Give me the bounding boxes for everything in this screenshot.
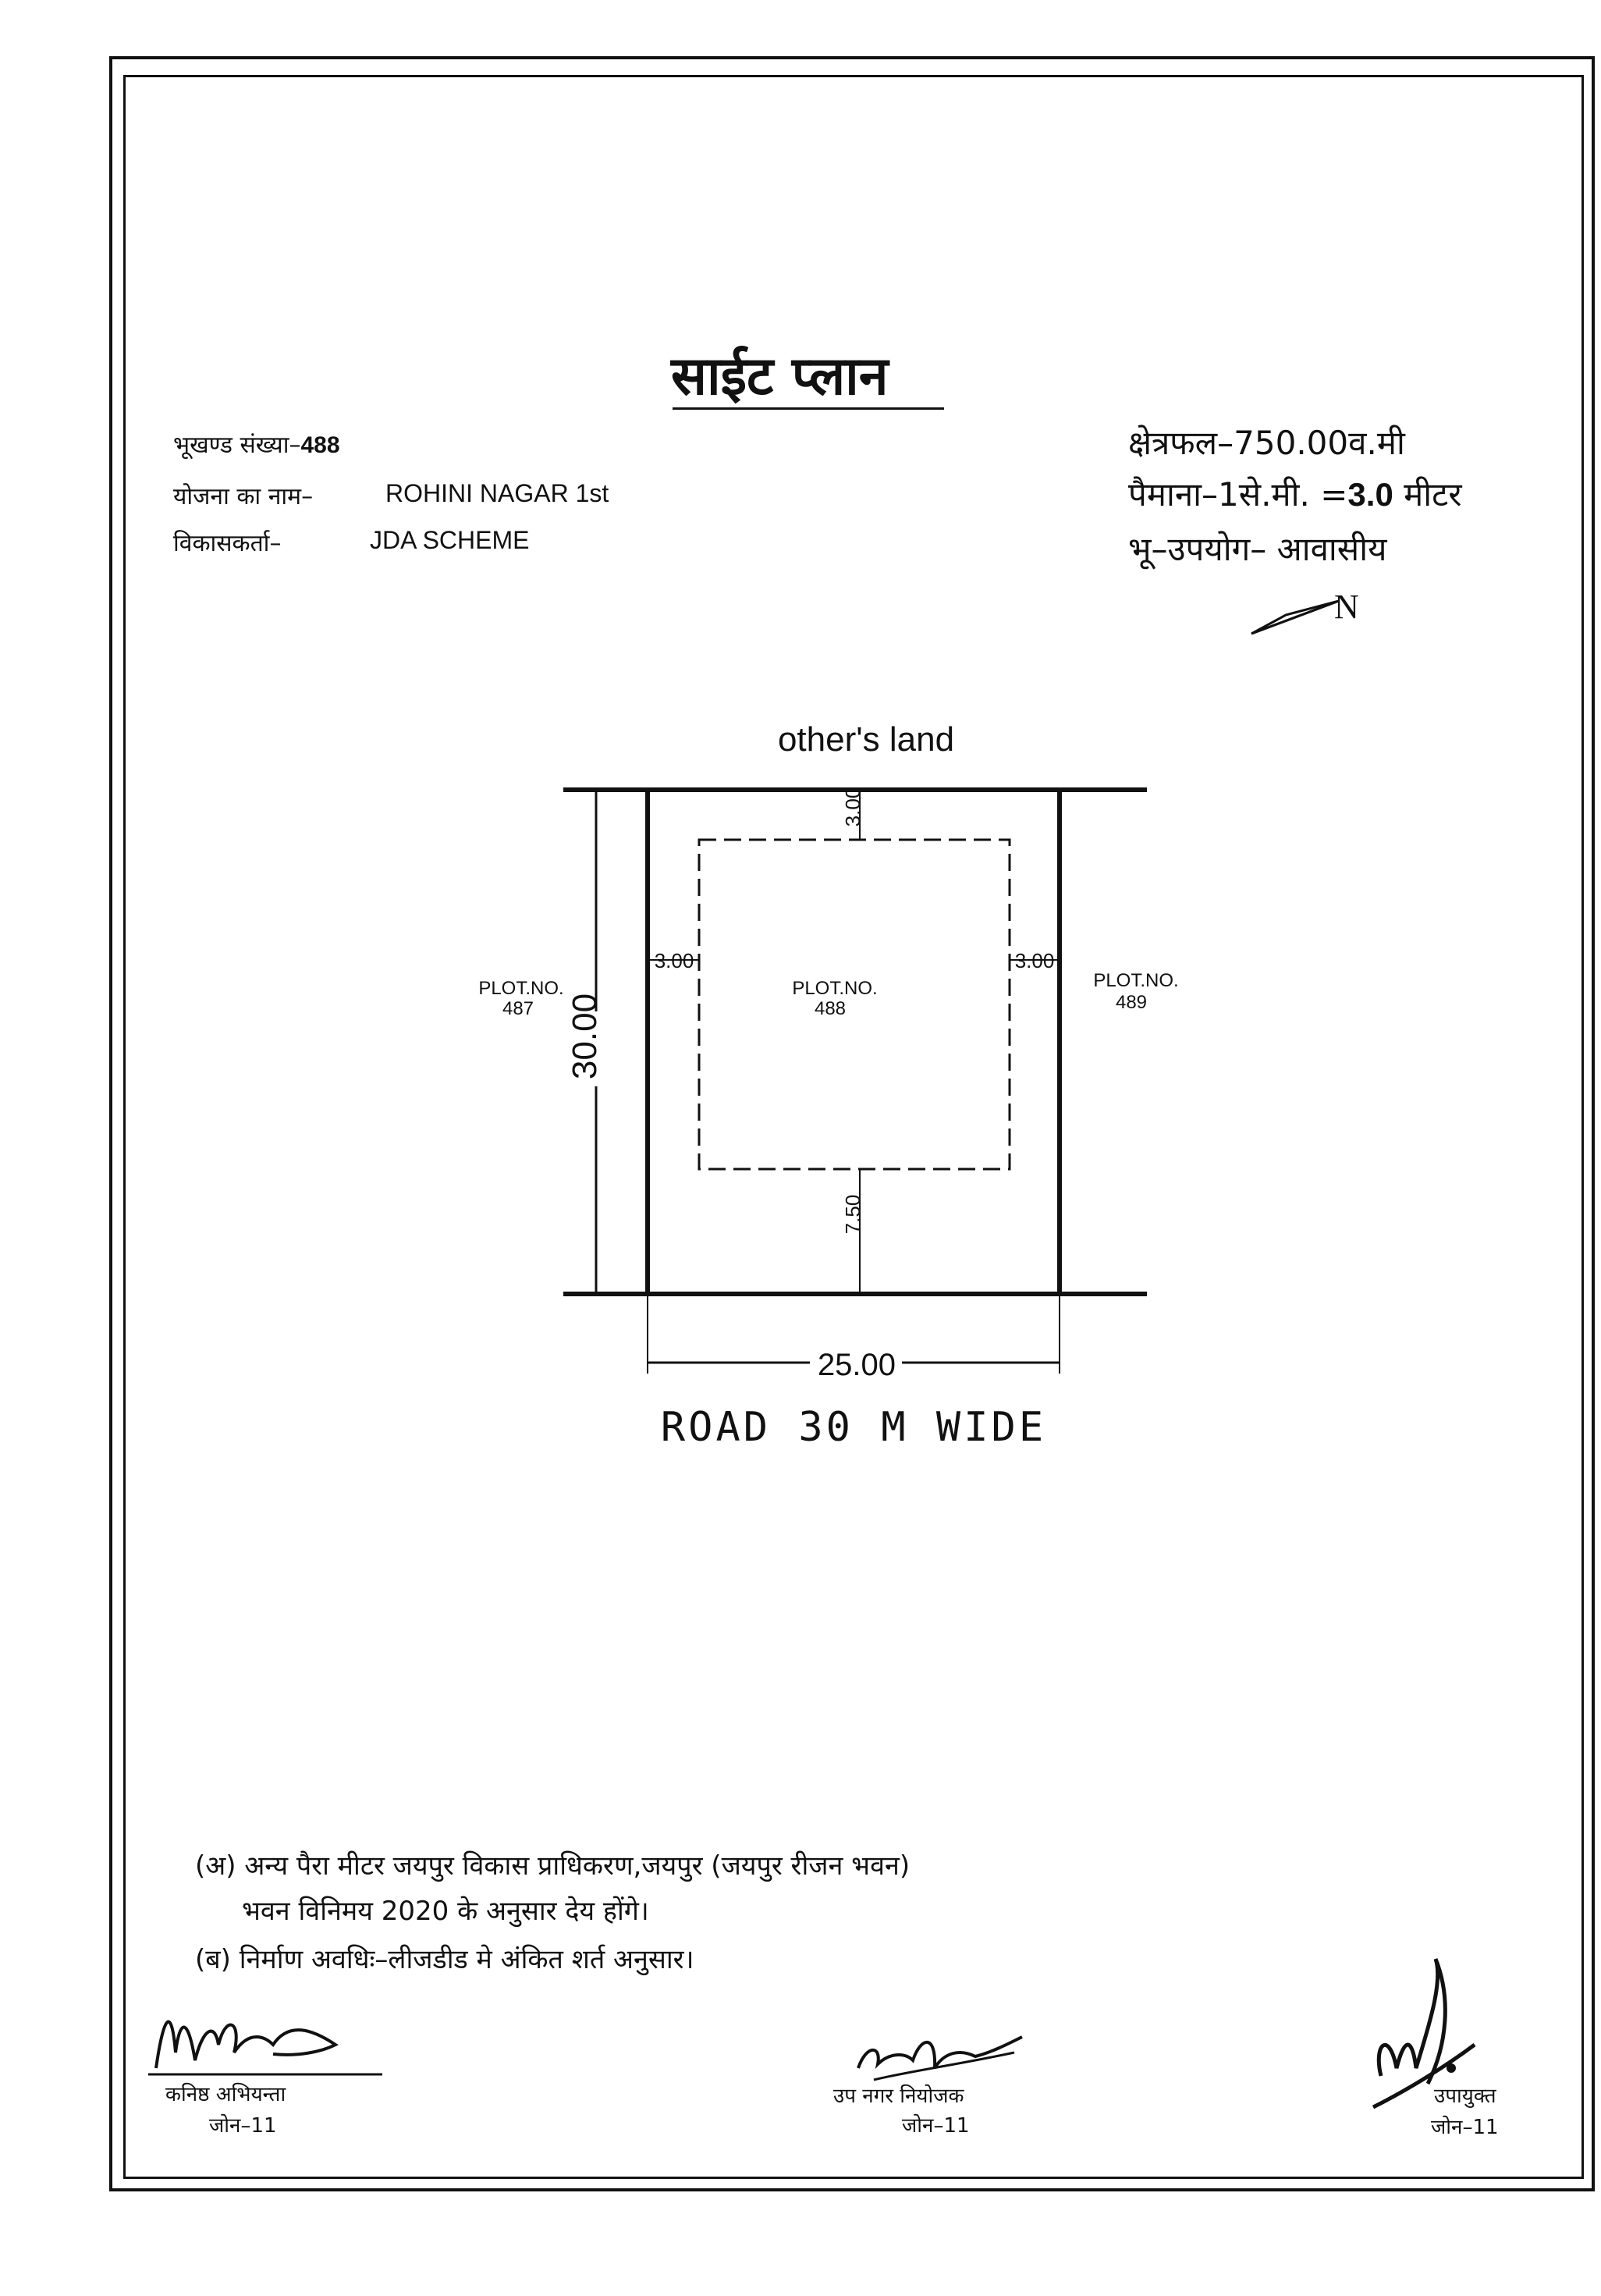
scale-label: पैमाना–1से.मी. (1128, 475, 1310, 514)
junior-engineer-signature (140, 1998, 390, 2084)
middle-signatory-title: उप नगर नियोजक (833, 2085, 964, 2108)
north-label: N (1334, 588, 1359, 626)
scheme-name-value: ROHINI NAGAR 1st (385, 479, 609, 507)
middle-signatory-zone: जोन–11 (902, 2114, 970, 2138)
developer-label: विकासकर्ता– (173, 530, 282, 557)
center-plot-number: 488 (814, 998, 847, 1019)
land-use-value: आवासीय (1276, 530, 1387, 568)
left-signatory-title: कनिष्ठ अभियन्ता (165, 2083, 286, 2106)
note-b: (ब) निर्माण अवधिः–लीजडीड मे अंकित शर्त अनुसार। (195, 1944, 694, 1975)
area-unit: व.मी (1348, 424, 1405, 462)
depth-dimension-label: 30.00 (566, 993, 604, 1080)
developer-value: JDA SCHEME (370, 526, 530, 554)
left-plot-number: 487 (502, 998, 534, 1019)
front-setback-label: 7.50 (841, 1194, 864, 1235)
scale-unit: मीटर (1404, 475, 1462, 514)
left-setback-label: 3.00 (654, 949, 694, 972)
plot-number-value: 488 (300, 432, 340, 458)
area-value: 750.00 (1234, 424, 1349, 462)
left-signatory-zone: जोन–11 (209, 2114, 277, 2138)
building-envelope (699, 840, 1010, 1169)
page-title: साईट प्लान (671, 346, 889, 407)
note-a-line1: (अ) अन्य पैरा मीटर जयपुर विकास प्राधिकरण,जयपुर (जयपुर रीजन भवन) (195, 1850, 911, 1882)
scale-eq: = (1320, 475, 1348, 514)
plot-number-label: भूखण्ड संख्या– (173, 432, 301, 459)
right-signatory-zone: जोन–11 (1431, 2116, 1499, 2139)
note-a-line2: भवन विनिमय 2020 के अनुसार देय होंगे। (242, 1896, 649, 1927)
left-plot-label: PLOT.NO. (478, 978, 564, 999)
top-neighbor-label: other's land (777, 720, 955, 759)
rear-setback-label: 3.00 (841, 787, 864, 827)
right-plot-label: PLOT.NO. (1093, 970, 1179, 991)
center-plot-label: PLOT.NO. (792, 978, 878, 999)
land-use-label: भू–उपयोग– (1128, 530, 1267, 568)
right-setback-label: 3.00 (1014, 949, 1055, 972)
width-dimension-label: 25.00 (817, 1348, 896, 1382)
right-signatory-title: उपायुक्त (1434, 2085, 1496, 2108)
scheme-name-label: योजना का नाम– (173, 483, 314, 510)
scale-value: 3.0 (1347, 476, 1393, 513)
area-label: क्षेत्रफल– (1128, 424, 1234, 462)
road-label: ROAD 30 M WIDE (660, 1404, 1047, 1451)
north-arrow-icon (1251, 588, 1359, 634)
right-plot-number: 489 (1115, 992, 1148, 1013)
